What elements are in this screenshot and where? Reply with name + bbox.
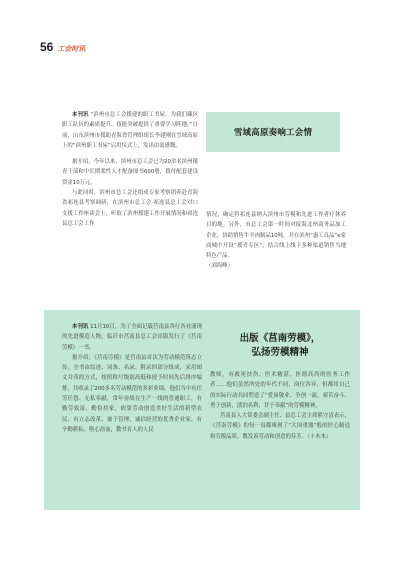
article2-paragraph-2: 据介绍，《莒南劳模》是莒南县首次为劳动模范筑志立传。全书由综述、词条、名录、附录四部分组成，采用图文并茂的方式，按照称号级别高低和授予时间先后排序编排，共收录了200多名劳动模范的多彩业绩。他们当中有任劳任怨、无私奉献，常年奋战在生产一线的普通职工，有勤劳致富、勤俭持家，依靠劳动创造美好生活的新型农民，有立志改革、兼于管理，诚信经营的优秀企业家，有辛勤耕耘、呕心沥血，教书育人的人民: [62, 354, 202, 433]
article2-paragraph-1: [62, 322, 202, 353]
article1-paragraph-3: 与此同时，滨州市总工会还组成专家考察团奔赴青海省祁连县考察调研，在滨州市总工会·祁连县总工会对口支援工作座谈会上，听取了滨州援建工作开展情况和祁连县总工会工作: [62, 190, 198, 227]
article1-paragraph-2: 据介绍，今年以来，滨州市总工会已为20余名滨州援青干部和中长期柔性人才配备图书600册，拨付配套建设资金10万元。: [62, 159, 198, 186]
article1-left-column: [62, 110, 198, 229]
article2-lead: 本刊讯: [72, 324, 89, 330]
article2-title-line-2: 弘扬劳模精神: [251, 347, 309, 358]
article1-lead: 本刊讯: [72, 112, 89, 118]
article1-p1-text: “滨州市总工会援建的职工书屋，为我们藏区职工队伍的素质提升、技能突破提供了重要学习阵地。”日前，山东滨州市援助青海省管理组组长李建刚在雪域高原上的“滨州职工书屋”启用仪式上，发出由衷感慨。: [62, 112, 198, 149]
article1-right-paragraph: 情况，确定将祁连县纳入滨州市劳模和先进工作者疗休养目的地。另外，市总工会第一时间对接海北州商务品加工企业，协助销售牛羊肉制品10吨，并在滨州“惠工良品”e家商城中开设“援青专区”，结合线上线下多种渠道销售当地特色产品。: [206, 212, 346, 260]
article2-right-paragraph-2: [210, 411, 350, 442]
article2-right-paragraph-1: 教师，有救死扶伤、医术精湛，医德高尚的医务工作者……他们虽然所处的年代不同、岗位各异，但都用自己的实际行动共同塑造了“爱岗敬业、争创一流，艰苦奋斗、勇于创新，淡泊名利、甘于奉献”的劳模精神。: [210, 372, 350, 409]
article1-title-box: [206, 112, 340, 152]
page-number: 56: [40, 40, 54, 54]
article2-signature: （卜木木）: [307, 433, 332, 440]
article1-title: 雪域高原奏响工会情: [233, 128, 313, 138]
article2-left-column: [62, 322, 202, 435]
magazine-name: 工会时讯: [57, 45, 86, 53]
article2-title-line-1: 出版《莒南劳模》，: [239, 333, 321, 344]
article2-right-column: [210, 370, 350, 442]
article1-signature: （刘海峰）: [206, 263, 233, 270]
article2-title: [215, 332, 345, 360]
article2-right-p2-text: 莒南县人大常委会副主任、县总工会主席熊守清表示，《莒南劳模》的每一页都珠现了“大国重器”般的匠心制造和劳模品质，教发着劳动和创造的芬芳。: [210, 413, 350, 440]
article1-right-column: [206, 210, 346, 272]
article2-p1-text: 11月10日，为了全面记载莒南县各行各业涌现的先进模范人物，临沂市莒南县总工会出版发行了《莒南劳模》一书。: [62, 324, 202, 351]
page-header: [40, 40, 85, 54]
article1-paragraph-1: [62, 110, 198, 151]
